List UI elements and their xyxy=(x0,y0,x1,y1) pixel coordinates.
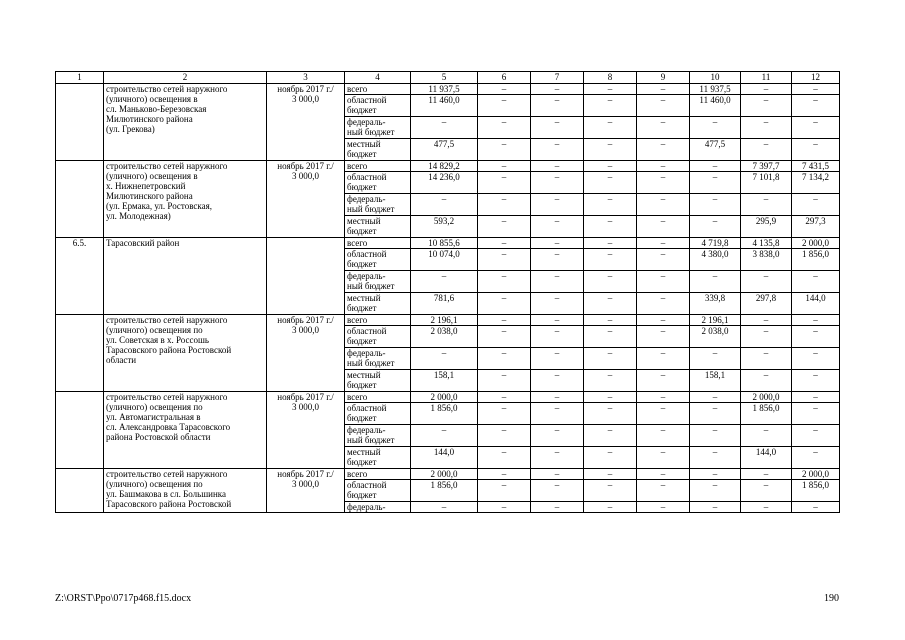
amount-cell: – xyxy=(531,95,584,117)
table-row xyxy=(56,315,840,326)
amount-cell: – xyxy=(637,172,690,194)
amount-cell: – xyxy=(741,326,792,348)
amount-cell: – xyxy=(478,502,531,513)
amount-cell: 7 134,2 xyxy=(792,172,840,194)
funding-source: федераль- ный бюджет xyxy=(345,194,411,216)
amount-cell: – xyxy=(478,95,531,117)
funding-source: всего xyxy=(345,161,411,172)
amount-cell: – xyxy=(478,315,531,326)
funding-source: областной бюджет xyxy=(345,403,411,425)
amount-cell: – xyxy=(531,480,584,502)
amount-cell: – xyxy=(637,238,690,249)
item-number xyxy=(56,469,104,513)
amount-cell: 11 460,0 xyxy=(690,95,741,117)
amount-cell: 7 101,8 xyxy=(741,172,792,194)
amount-cell: – xyxy=(690,502,741,513)
amount-cell: 477,5 xyxy=(411,139,478,161)
amount-cell: – xyxy=(792,392,840,403)
amount-cell: – xyxy=(478,447,531,469)
amount-cell: – xyxy=(637,315,690,326)
amount-cell: – xyxy=(741,139,792,161)
amount-cell: – xyxy=(584,392,637,403)
column-number: 7 xyxy=(531,72,584,84)
amount-cell: – xyxy=(637,194,690,216)
amount-cell: 4 380,0 xyxy=(690,249,741,271)
amount-cell: – xyxy=(690,194,741,216)
amount-cell: 1 856,0 xyxy=(741,403,792,425)
amount-cell: – xyxy=(690,447,741,469)
amount-cell: – xyxy=(584,84,637,95)
amount-cell: – xyxy=(584,161,637,172)
amount-cell: 158,1 xyxy=(411,370,478,392)
funding-source: всего xyxy=(345,238,411,249)
amount-cell: 2 196,1 xyxy=(690,315,741,326)
amount-cell: – xyxy=(637,469,690,480)
column-number: 1 xyxy=(56,72,104,84)
amount-cell: 144,0 xyxy=(741,447,792,469)
amount-cell: – xyxy=(792,271,840,293)
funding-source: федераль- xyxy=(345,502,411,513)
amount-cell: 4 719,8 xyxy=(690,238,741,249)
column-number: 2 xyxy=(104,72,267,84)
amount-cell: 2 000,0 xyxy=(411,392,478,403)
amount-cell: – xyxy=(584,139,637,161)
amount-cell: – xyxy=(531,469,584,480)
funding-source: местный бюджет xyxy=(345,216,411,238)
amount-cell: – xyxy=(637,348,690,370)
amount-cell: – xyxy=(637,403,690,425)
amount-cell: 1 856,0 xyxy=(411,403,478,425)
amount-cell: – xyxy=(741,194,792,216)
amount-cell: – xyxy=(411,194,478,216)
amount-cell: – xyxy=(478,293,531,315)
column-number: 10 xyxy=(690,72,741,84)
item-number xyxy=(56,392,104,469)
amount-cell: – xyxy=(531,392,584,403)
funding-source: федераль- ный бюджет xyxy=(345,425,411,447)
amount-cell: – xyxy=(792,502,840,513)
amount-cell: – xyxy=(741,370,792,392)
amount-cell: – xyxy=(478,271,531,293)
item-date-capacity xyxy=(267,238,345,315)
amount-cell: – xyxy=(531,315,584,326)
amount-cell: – xyxy=(411,348,478,370)
amount-cell: – xyxy=(531,172,584,194)
amount-cell: – xyxy=(411,117,478,139)
amount-cell: 1 856,0 xyxy=(411,480,478,502)
amount-cell: – xyxy=(531,238,584,249)
amount-cell: – xyxy=(690,271,741,293)
table-row xyxy=(56,469,840,480)
amount-cell: 11 937,5 xyxy=(690,84,741,95)
amount-cell: – xyxy=(584,117,637,139)
amount-cell: – xyxy=(478,425,531,447)
column-number: 4 xyxy=(345,72,411,84)
funding-source: местный бюджет xyxy=(345,370,411,392)
item-number xyxy=(56,84,104,161)
amount-cell: – xyxy=(478,117,531,139)
amount-cell: – xyxy=(584,469,637,480)
amount-cell: – xyxy=(531,502,584,513)
amount-cell: 14 236,0 xyxy=(411,172,478,194)
amount-cell: 781,6 xyxy=(411,293,478,315)
amount-cell: – xyxy=(531,370,584,392)
amount-cell: – xyxy=(741,315,792,326)
amount-cell: – xyxy=(584,480,637,502)
amount-cell: 2 038,0 xyxy=(411,326,478,348)
amount-cell: – xyxy=(584,348,637,370)
amount-cell: – xyxy=(792,370,840,392)
amount-cell: – xyxy=(690,480,741,502)
amount-cell: – xyxy=(584,502,637,513)
amount-cell: – xyxy=(741,480,792,502)
amount-cell: 3 838,0 xyxy=(741,249,792,271)
amount-cell: – xyxy=(690,392,741,403)
amount-cell: – xyxy=(478,139,531,161)
amount-cell: – xyxy=(792,95,840,117)
amount-cell: – xyxy=(531,425,584,447)
amount-cell: – xyxy=(531,216,584,238)
funding-source: областной бюджет xyxy=(345,480,411,502)
amount-cell: – xyxy=(792,403,840,425)
amount-cell: – xyxy=(411,425,478,447)
column-number: 9 xyxy=(637,72,690,84)
item-date-capacity: ноябрь 2017 г./ 3 000,0 xyxy=(267,161,345,238)
amount-cell: – xyxy=(741,84,792,95)
funding-source: всего xyxy=(345,84,411,95)
amount-cell: – xyxy=(478,161,531,172)
amount-cell: – xyxy=(531,194,584,216)
funding-source: всего xyxy=(345,392,411,403)
amount-cell: – xyxy=(637,326,690,348)
amount-cell: – xyxy=(637,95,690,117)
amount-cell: – xyxy=(637,392,690,403)
amount-cell: – xyxy=(741,469,792,480)
amount-cell: – xyxy=(690,403,741,425)
amount-cell: – xyxy=(584,425,637,447)
item-name: строительство сетей наружного (уличного) освещения в х. Нижнепетровский Милютинского района (ул. Ермака, ул. Ростовская, ул. Молодежная) xyxy=(104,161,267,238)
column-number: 12 xyxy=(792,72,840,84)
amount-cell: – xyxy=(690,348,741,370)
funding-source: местный бюджет xyxy=(345,139,411,161)
item-name: строительство сетей наружного (уличного) освещения в сл. Маньково-Березовская Милютинского района (ул. Грекова) xyxy=(104,84,267,161)
amount-cell: – xyxy=(584,172,637,194)
amount-cell: – xyxy=(792,139,840,161)
amount-cell: 339,8 xyxy=(690,293,741,315)
amount-cell: – xyxy=(690,216,741,238)
amount-cell: – xyxy=(637,139,690,161)
amount-cell: – xyxy=(531,271,584,293)
amount-cell: – xyxy=(690,161,741,172)
amount-cell: – xyxy=(792,326,840,348)
funding-source: федераль- ный бюджет xyxy=(345,271,411,293)
amount-cell: – xyxy=(478,172,531,194)
amount-cell: – xyxy=(531,139,584,161)
amount-cell: – xyxy=(637,293,690,315)
amount-cell: – xyxy=(637,502,690,513)
funding-source: местный бюджет xyxy=(345,293,411,315)
amount-cell: 7 397,7 xyxy=(741,161,792,172)
amount-cell: – xyxy=(584,238,637,249)
amount-cell: – xyxy=(584,95,637,117)
item-date-capacity: ноябрь 2017 г./ 3 000,0 xyxy=(267,315,345,392)
file-path: Z:\ORST\Ppo\0717p468.f15.docx xyxy=(55,593,192,604)
amount-cell: – xyxy=(478,249,531,271)
amount-cell: – xyxy=(637,161,690,172)
amount-cell: – xyxy=(478,238,531,249)
amount-cell: – xyxy=(741,95,792,117)
amount-cell: – xyxy=(637,271,690,293)
funding-source: областной бюджет xyxy=(345,249,411,271)
amount-cell: 295,9 xyxy=(741,216,792,238)
amount-cell: 10 074,0 xyxy=(411,249,478,271)
amount-cell: – xyxy=(411,502,478,513)
amount-cell: – xyxy=(584,403,637,425)
funding-source: всего xyxy=(345,315,411,326)
amount-cell: – xyxy=(637,216,690,238)
amount-cell: – xyxy=(584,447,637,469)
item-number xyxy=(56,161,104,238)
amount-cell: 297,8 xyxy=(741,293,792,315)
amount-cell: – xyxy=(637,447,690,469)
amount-cell: – xyxy=(637,117,690,139)
amount-cell: – xyxy=(531,84,584,95)
funding-source: областной бюджет xyxy=(345,95,411,117)
amount-cell: – xyxy=(531,447,584,469)
amount-cell: – xyxy=(690,469,741,480)
amount-cell: – xyxy=(478,216,531,238)
amount-cell: – xyxy=(531,249,584,271)
amount-cell: – xyxy=(741,271,792,293)
amount-cell: – xyxy=(690,117,741,139)
amount-cell: – xyxy=(531,161,584,172)
amount-cell: – xyxy=(741,117,792,139)
table-row xyxy=(56,238,840,249)
amount-cell: 11 460,0 xyxy=(411,95,478,117)
amount-cell: – xyxy=(741,425,792,447)
amount-cell: – xyxy=(690,172,741,194)
amount-cell: – xyxy=(478,194,531,216)
amount-cell: 477,5 xyxy=(690,139,741,161)
amount-cell: 1 856,0 xyxy=(792,249,840,271)
column-number: 3 xyxy=(267,72,345,84)
amount-cell: – xyxy=(792,194,840,216)
funding-source: местный бюджет xyxy=(345,447,411,469)
amount-cell: – xyxy=(584,326,637,348)
amount-cell: – xyxy=(741,348,792,370)
amount-cell: – xyxy=(478,326,531,348)
amount-cell: 1 856,0 xyxy=(792,480,840,502)
amount-cell: – xyxy=(584,315,637,326)
item-date-capacity: ноябрь 2017 г./ 3 000,0 xyxy=(267,392,345,469)
amount-cell: – xyxy=(792,84,840,95)
column-number: 8 xyxy=(584,72,637,84)
item-name: строительство сетей наружного (уличного) освещения по ул. Советская в х. Россошь Тарасовского района Ростовской области xyxy=(104,315,267,392)
item-name: строительство сетей наружного (уличного) освещения по ул. Автомагистральная в сл. Александровка Тарасовского района Ростовской области xyxy=(104,392,267,469)
amount-cell: 10 855,6 xyxy=(411,238,478,249)
amount-cell: 2 000,0 xyxy=(411,469,478,480)
amount-cell: 11 937,5 xyxy=(411,84,478,95)
amount-cell: – xyxy=(637,425,690,447)
funding-source: федераль- ный бюджет xyxy=(345,348,411,370)
amount-cell: 2 000,0 xyxy=(792,469,840,480)
item-name: строительство сетей наружного (уличного) освещения по ул. Башмакова в сл. Большинка Тарасовского района Ростовской xyxy=(104,469,267,513)
amount-cell: 2 196,1 xyxy=(411,315,478,326)
amount-cell: 158,1 xyxy=(690,370,741,392)
amount-cell: 2 038,0 xyxy=(690,326,741,348)
amount-cell: – xyxy=(584,249,637,271)
amount-cell: – xyxy=(792,315,840,326)
amount-cell: – xyxy=(531,117,584,139)
amount-cell: – xyxy=(531,326,584,348)
amount-cell: – xyxy=(792,117,840,139)
amount-cell: – xyxy=(584,216,637,238)
amount-cell: 144,0 xyxy=(792,293,840,315)
amount-cell: – xyxy=(531,293,584,315)
amount-cell: 593,2 xyxy=(411,216,478,238)
amount-cell: – xyxy=(478,403,531,425)
table-row xyxy=(56,392,840,403)
funding-source: всего xyxy=(345,469,411,480)
column-number: 6 xyxy=(478,72,531,84)
amount-cell: – xyxy=(637,84,690,95)
amount-cell: – xyxy=(637,370,690,392)
amount-cell: – xyxy=(478,370,531,392)
funding-source: областной бюджет xyxy=(345,326,411,348)
amount-cell: – xyxy=(478,84,531,95)
column-number: 11 xyxy=(741,72,792,84)
budget-table xyxy=(55,71,840,513)
table-row xyxy=(56,161,840,172)
column-number-row xyxy=(56,72,840,84)
amount-cell: – xyxy=(584,194,637,216)
page-number: 190 xyxy=(824,593,839,604)
amount-cell: – xyxy=(637,249,690,271)
amount-cell: 297,3 xyxy=(792,216,840,238)
item-number: 6.5. xyxy=(56,238,104,315)
amount-cell: – xyxy=(792,447,840,469)
amount-cell: – xyxy=(531,348,584,370)
item-number xyxy=(56,315,104,392)
table-row xyxy=(56,84,840,95)
amount-cell: – xyxy=(584,271,637,293)
amount-cell: – xyxy=(584,293,637,315)
amount-cell: – xyxy=(478,348,531,370)
amount-cell: 2 000,0 xyxy=(792,238,840,249)
amount-cell: – xyxy=(478,480,531,502)
funding-source: федераль- ный бюджет xyxy=(345,117,411,139)
amount-cell: – xyxy=(584,370,637,392)
amount-cell: 4 135,8 xyxy=(741,238,792,249)
table-body xyxy=(56,72,840,513)
amount-cell: – xyxy=(741,502,792,513)
amount-cell: – xyxy=(531,403,584,425)
amount-cell: – xyxy=(637,480,690,502)
item-name: Тарасовский район xyxy=(104,238,267,315)
item-date-capacity: ноябрь 2017 г./ 3 000,0 xyxy=(267,84,345,161)
amount-cell: – xyxy=(411,271,478,293)
amount-cell: – xyxy=(792,348,840,370)
amount-cell: 2 000,0 xyxy=(741,392,792,403)
amount-cell: 144,0 xyxy=(411,447,478,469)
amount-cell: 14 829,2 xyxy=(411,161,478,172)
funding-source: областной бюджет xyxy=(345,172,411,194)
column-number: 5 xyxy=(411,72,478,84)
amount-cell: – xyxy=(478,469,531,480)
amount-cell: – xyxy=(690,425,741,447)
amount-cell: – xyxy=(792,425,840,447)
amount-cell: 7 431,5 xyxy=(792,161,840,172)
item-date-capacity: ноябрь 2017 г./ 3 000,0 xyxy=(267,469,345,513)
amount-cell: – xyxy=(478,392,531,403)
